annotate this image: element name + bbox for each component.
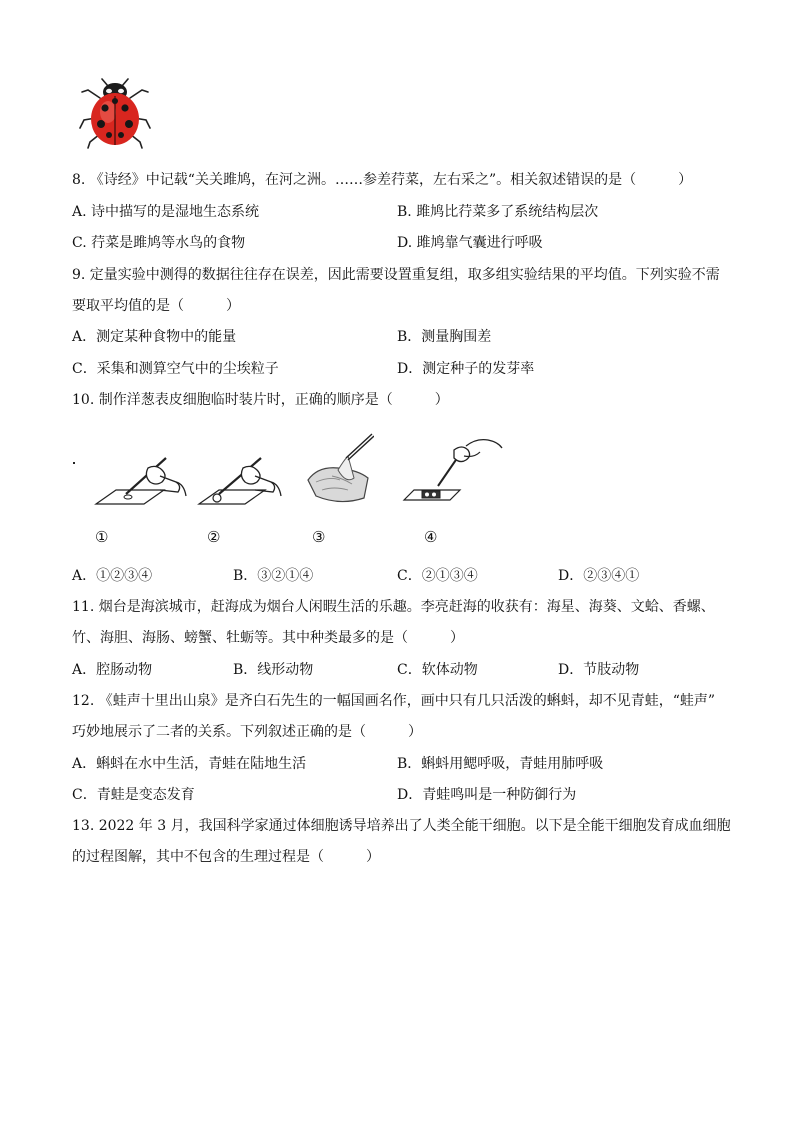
q9-option-c: C．采集和测算空气中的尘埃粒子 [72,361,279,377]
q10-option-c: C．②①③④ [397,568,478,584]
q10-figure-label-3: ③ [312,528,326,546]
q8-option-d: D. 雎鸠靠气囊进行呼吸 [397,235,543,251]
q11-option-b: B．线形动物 [233,662,314,678]
ladybug-image [78,78,152,150]
q12-stem-line1: 12. 《蛙声十里出山泉》是齐白石先生的一幅国画名作，画中只有几只活泼的蝌蚪，却不见青蛙，“蛙声” [72,693,716,709]
q8-option-a: A. 诗中描写的是湿地生态系统 [72,204,260,220]
q10-figure-1 [90,452,190,514]
q10-figure-label-2: ② [207,528,221,546]
q11-option-d: D．节肢动物 [558,662,640,678]
q9-stem-line1: 9. 定量实验中测得的数据往往存在误差，因此需要设置重复组，取多组实验结果的平均值。下列实验不需 [72,267,720,283]
q10-option-a: A．①②③④ [72,568,153,584]
q10-figure-label-1: ① [95,528,109,546]
q9-stem-line2: 要取平均值的是（ ） [72,298,240,314]
q8-option-b: B. 雎鸠比荇菜多了系统结构层次 [397,204,599,220]
q12-option-b: B．蝌蚪用鳃呼吸，青蛙用肺呼吸 [397,756,604,772]
q10-option-d: D．②③④① [558,568,640,584]
q11-stem-line1: 11. 烟台是海滨城市，赶海成为烟台人闲暇生活的乐趣。李亮赶海的收获有：海星、海葵、文蛤、香螺、 [72,599,715,615]
q13-stem-line2: 的过程图解，其中不包含的生理过程是（ ） [72,849,380,865]
q9-option-d: D．测定种子的发芽率 [397,361,535,377]
q11-option-c: C．软体动物 [397,662,478,678]
q8-option-c: C. 荇菜是雎鸠等水鸟的食物 [72,235,246,251]
q12-stem-line2: 巧妙地展示了二者的关系。下列叙述正确的是（ ） [72,724,422,740]
q11-stem-line2: 竹、海胆、海肠、螃蟹、牡蛎等。其中种类最多的是（ ） [72,630,464,646]
q12-option-a: A．蝌蚪在水中生活，青蛙在陆地生活 [72,756,307,772]
q11-option-a: A．腔肠动物 [72,662,153,678]
q9-option-a: A．测定某种食物中的能量 [72,329,237,345]
q10-figure-dot [73,462,75,464]
q10-option-b: B．③②①④ [233,568,314,584]
q12-option-d: D．青蛙鸣叫是一种防御行为 [397,787,577,803]
q10-stem: 10. 制作洋葱表皮细胞临时装片时，正确的顺序是（ ） [72,392,449,408]
q10-figure-4 [400,430,508,504]
q8-stem: 8. 《诗经》中记载“关关雎鸠，在河之洲。……参差荇菜，左右采之”。相关叙述错误的是（ ） [72,172,693,188]
q12-option-c: C．青蛙是变态发育 [72,787,195,803]
q10-figure-3 [302,432,374,506]
q13-stem-line1: 13. 2022 年 3 月，我国科学家通过体细胞诱导培养出了人类全能干细胞。以下是全能干细胞发育成血细胞 [72,818,731,834]
q10-figure-label-4: ④ [424,528,438,546]
q10-figure-2 [195,452,290,514]
q9-option-b: B．测量胸围差 [397,329,492,345]
